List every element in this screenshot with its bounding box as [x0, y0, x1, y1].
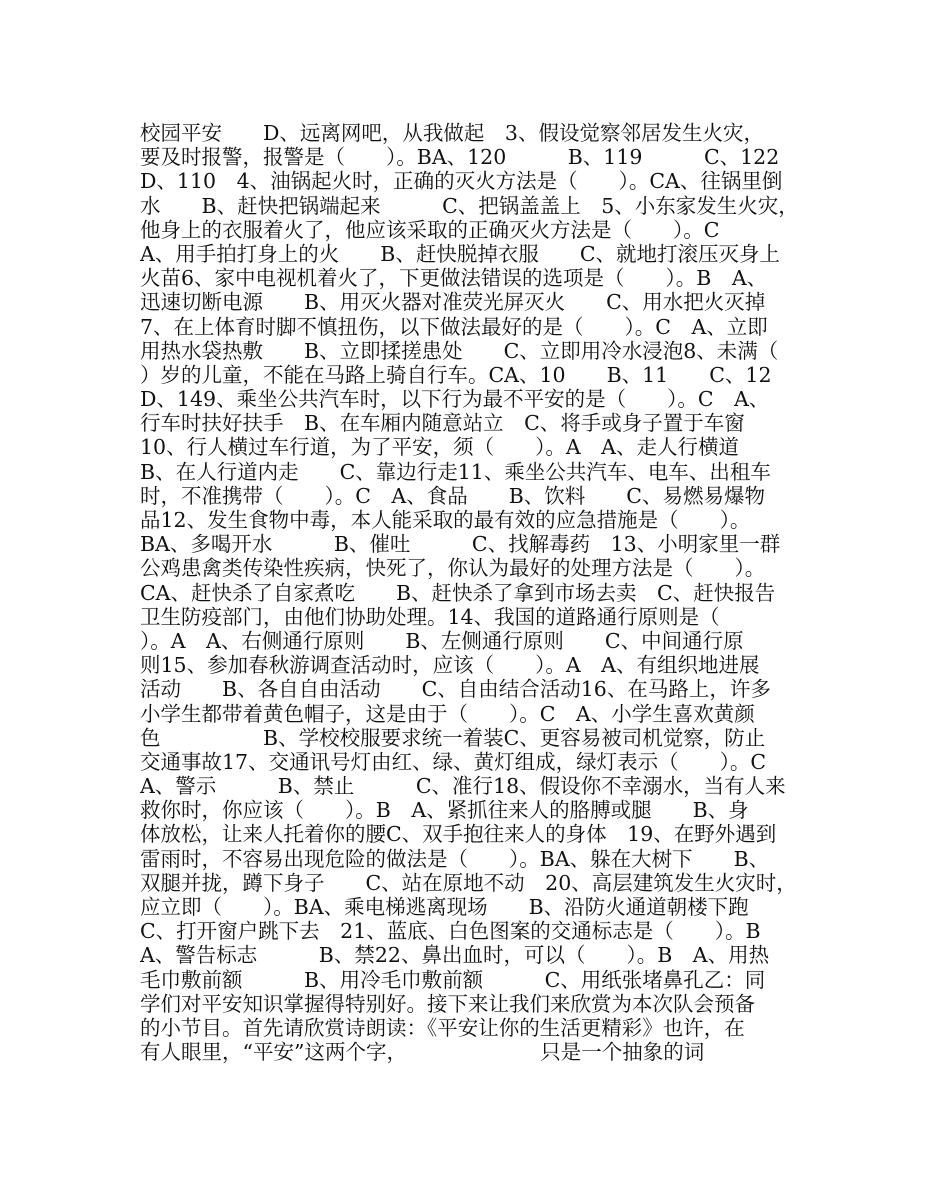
text-line: 体放松，让来人托着你的腰C、双手抱往来人的身体 19、在野外遇到	[140, 822, 777, 847]
text-line: A、警告标志 B、禁22、鼻出血时，可以（ ）。B A、用热	[140, 943, 770, 968]
text-line: 迅速切断电源 B、用灭火器对准荧光屏灭火 C、用水把火灭掉	[140, 290, 766, 315]
text-line: 毛巾敷前额 B、用冷毛巾敷前额 C、用纸张堵鼻孔乙：同	[140, 967, 766, 992]
text-line: 有人眼里，“平安”这两个字， 只是一个抽象的词	[140, 1040, 705, 1065]
text-line: 学们对平安知识掌握得特别好。接下来让我们来欣赏为本次队会预备	[140, 991, 755, 1016]
text-line: 交通事故17、交通讯号灯由红、绿、黄灯组成，绿灯表示（ ）。C	[140, 749, 767, 774]
text-line: BA、多喝开水 B、催吐 C、找解毒药 13、小明家里一群	[140, 532, 781, 557]
text-line: CA、赶快杀了自家煮吃 B、赶快杀了拿到市场去卖 C、赶快报告	[140, 580, 776, 605]
text-line: 7、在上体育时脚不慎扭伤，以下做法最好的是（ ）。C A、立即	[140, 314, 768, 339]
text-line: 时，不准携带（ ）。C A、食品 B、饮料 C、易燃易爆物	[140, 483, 765, 508]
text-line: 色 B、学校校服要求统一着装C、更容易被司机觉察，防止	[140, 725, 766, 750]
text-line: C、打开窗户跳下去 21、蓝底、白色图案的交通标志是（ ）。B	[140, 919, 761, 944]
text-line: 卫生防疫部门，由他们协助处理。14、我国的道路通行原则是（	[140, 604, 720, 629]
text-line: 水 B、赶快把锅端起来 C、把锅盖盖上 5、小东家发生火灾，	[140, 193, 799, 218]
text-line: 校园平安 D、远离网吧，从我做起 3、假设觉察邻居发生火灾，	[140, 121, 764, 145]
text-line: D、149、乘坐公共汽车时，以下行为最不平安的是（ ）。C A、	[140, 387, 770, 412]
text-line: A、警示 B、禁止 C、准行18、假设你不幸溺水，当有人来	[140, 774, 786, 799]
text-line: ）。A A、右侧通行原则 B、左侧通行原则 C、中间通行原	[140, 628, 744, 653]
text-line: 10、行人横过车行道，为了平安，须（ ）。A A、走人行横道	[140, 435, 739, 460]
text-line: 救你时，你应该（ ）。B A、紧抓往来人的胳膊或腿 B、身	[140, 798, 749, 823]
text-line: 小学生都带着黄色帽子，这是由于（ ）。C A、小学生喜欢黄颜	[140, 701, 755, 726]
text-line: B、在人行道内走 C、靠边行走11、乘坐公共汽车、电车、出租车	[140, 459, 771, 484]
text-line: A、用手拍打身上的火 B、赶快脱掉衣服 C、就地打滚压灭身上	[140, 241, 781, 266]
text-line: 火苗6、家中电视机着火了，下更做法错误的选项是（ ）。B A、	[140, 266, 768, 291]
text-line: ）岁的儿童，不能在马路上骑自行车。CA、10 B、11 C、12	[140, 362, 772, 387]
document-body-text	[140, 121, 830, 1064]
text-line: 行车时扶好扶手 B、在车厢内随意站立 C、将手或身子置于车窗	[140, 411, 745, 436]
text-line: 则15、参加春秋游调查活动时，应该（ ）。A A、有组织地进展	[140, 653, 760, 678]
text-line: 用热水袋热敷 B、立即揉搓患处 C、立即用冷水浸泡8、未满（	[140, 338, 779, 363]
text-line: 应立即（ ）。BA、乘电梯逃离现场 B、沿防火通道朝楼下跑	[140, 895, 749, 919]
text-line: 他身上的衣服着火了，他应该采取的正确灭火方法是（ ）。C	[140, 217, 720, 242]
text-line: 活动 B、各自自由活动 C、自由结合活动16、在马路上，许多	[140, 677, 771, 702]
text-line: 品12、发生食物中毒，本人能采取的最有效的应急措施是（ ）。	[140, 508, 751, 532]
text-line: 公鸡患禽类传染性疾病，快死了，你认为最好的处理方法是（ ）。	[140, 556, 766, 581]
text-line: D、110 4、油锅起火时，正确的灭火方法是（ ）。CA、往锅里倒	[140, 169, 783, 194]
text-line: 雷雨时，不容易出现危险的做法是（ ）。BA、躲在大树下 B、	[140, 846, 770, 871]
text-line: 双腿并拢，蹲下身子 C、站在原地不动 20、高层建筑发生火灾时，	[140, 870, 797, 895]
text-line: 的小节目。首先请欣赏诗朗读：《平安让你的生活更精彩》也许，在	[140, 1015, 745, 1040]
text-line: 要及时报警，报警是（ ）。BA、120 B、119 C、122	[140, 145, 780, 170]
